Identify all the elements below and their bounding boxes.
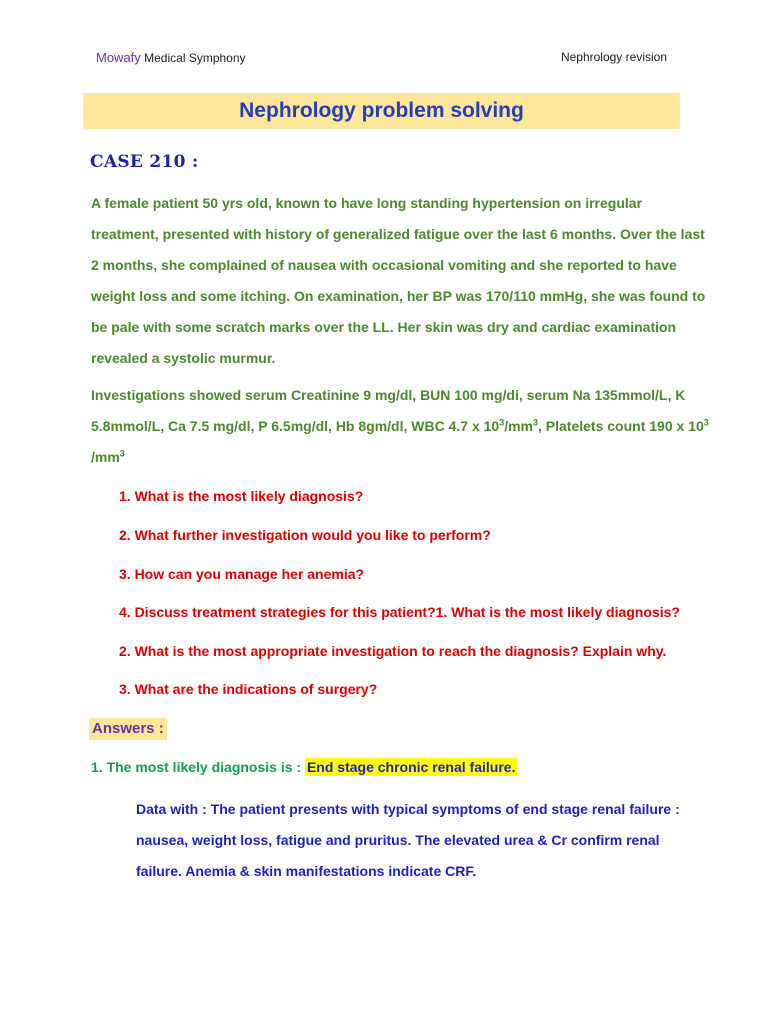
question-item: 2. What further investigation would you like to perform?: [119, 527, 491, 543]
question-item: 1. What is the most likely diagnosis?: [119, 488, 364, 504]
header-section-title: Nephrology revision: [560, 50, 667, 64]
question-item: 3. What are the indications of surgery?: [119, 681, 378, 697]
superscript-1: 3: [499, 417, 505, 428]
answers-label: Answers :: [89, 718, 167, 740]
question-item: 4. Discuss treatment strategies for this patient?1. What is the most likely diagnosis?: [119, 604, 680, 620]
question-item: 2. What is the most appropriate investigation to reach the diagnosis? Explain why.: [119, 643, 667, 659]
page-title: Nephrology problem solving: [239, 99, 524, 122]
investigations-text-2: /mm: [504, 418, 533, 434]
case-investigations: [91, 380, 711, 473]
superscript-3: 3: [703, 417, 709, 428]
superscript-4: 3: [119, 448, 125, 459]
investigations-text-1: Investigations showed serum Creatinine 9 mg/dl, BUN 100 mg/di, serum Na 135mmol/L, K 5.8mmol/L, Ca 7.5 mg/dl, P 6.5mg/dl, Hb 8gm/dl, WBC 4.7 x 10: [91, 387, 686, 434]
investigations-text-4: /mm: [91, 449, 120, 465]
answer-1-explanation: Data with : The patient presents with typical symptoms of end stage renal failure : nausea, weight loss, fatigue and pruritus. The elevated urea & Cr confirm renal failure. Anemia & skin manifestations indicate CRF.: [136, 801, 680, 879]
investigations-text-3: , Platelets count 190 x 10: [538, 418, 704, 434]
page-header: [96, 50, 667, 66]
case-label: CASE 210 :: [90, 152, 199, 172]
superscript-2: 3: [533, 417, 539, 428]
title-bar: [83, 93, 680, 129]
question-item: 3. How can you manage her anemia?: [119, 566, 365, 582]
answer-1-prefix: 1. The most likely diagnosis is :: [91, 759, 305, 775]
case-presentation: A female patient 50 yrs old, known to have long standing hypertension on irregular treatment, presented with history of generalized fatigue over the last 6 months. Over the last 2 months, she complained of nausea with occasional vomiting and she reported to have weight loss and some itching. On examination, her BP was 170/110 mmHg, she was found to be pale with some scratch marks over the LL. Her skin was dry and cardiac examination revealed a systolic murmur.: [91, 195, 706, 366]
answer-1-highlight: End stage chronic renal failure.: [306, 759, 516, 775]
answer-1: [91, 759, 517, 775]
brand: [96, 50, 246, 65]
brand-name-rest: Medical Symphony: [140, 51, 246, 65]
brand-name-mowafy: Mowafy: [96, 50, 141, 65]
